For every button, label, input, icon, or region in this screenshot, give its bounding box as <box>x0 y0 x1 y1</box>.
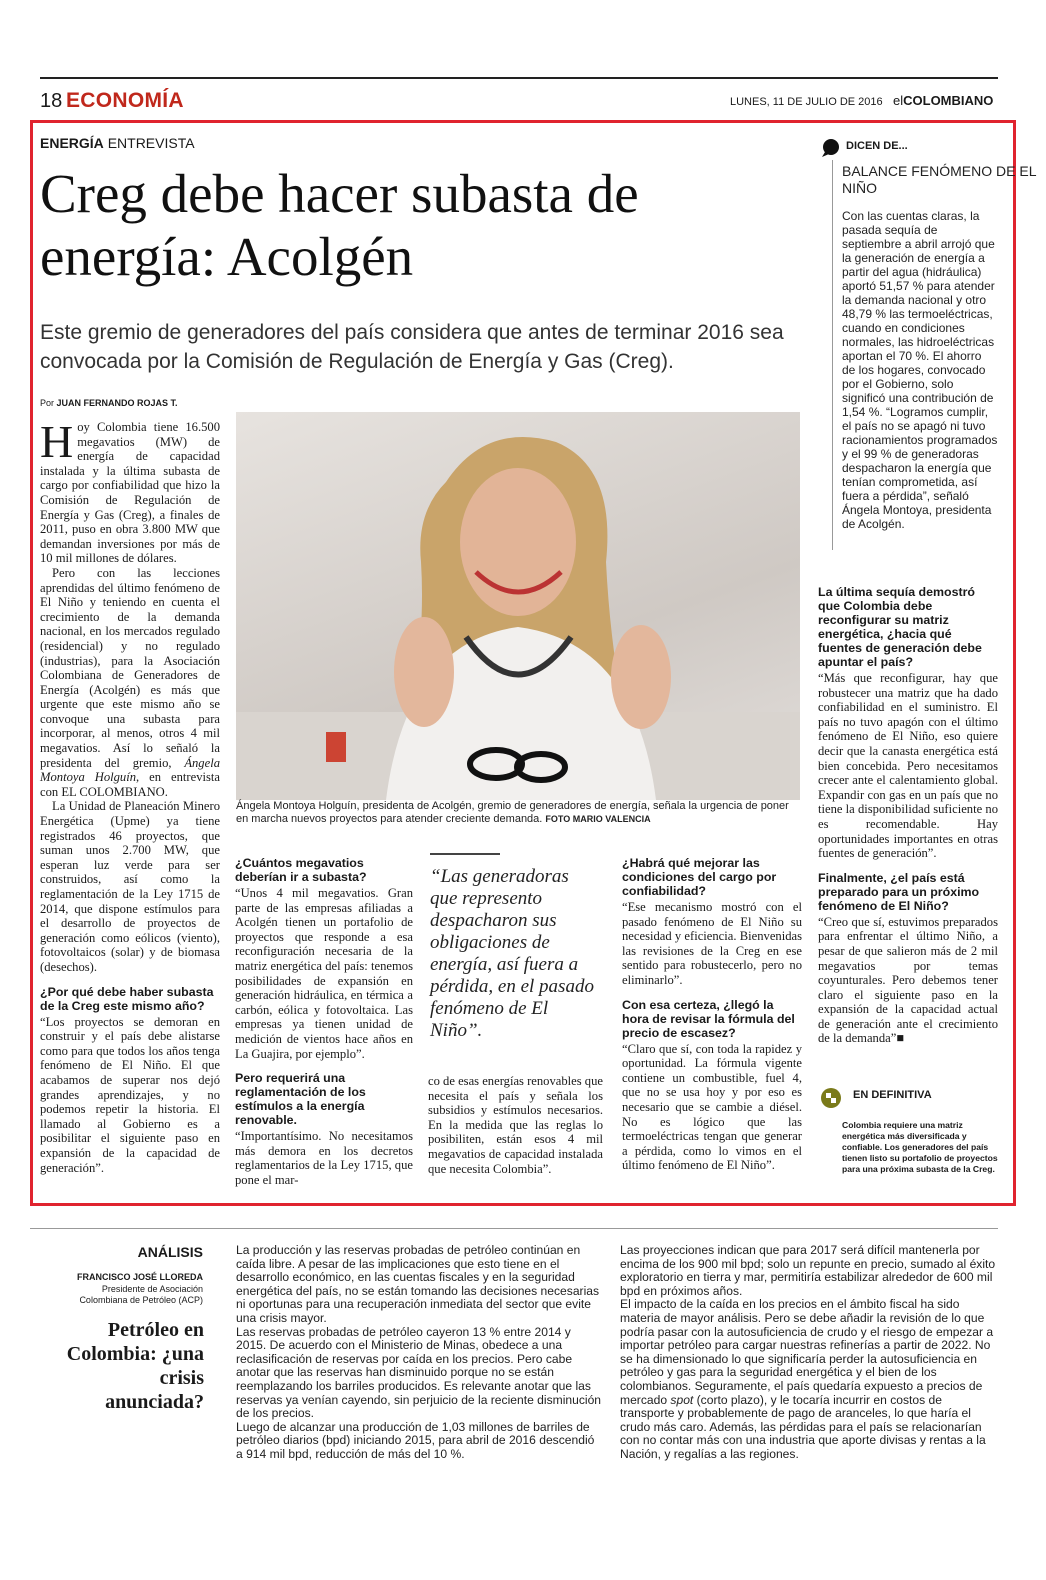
analysis-column-right: Las proyecciones indican que para 2017 será difícil mantenerla por encima de los 900 mil bpd; solo un repunte en precio, sumado al éxito exploratorio en tierra y mar, permitiría estabilizar alrededor de 600 mil bpd en próximos años. El impacto de la caída en los precios en el ámbito fiscal ha sido materia de mayor análisis. Pero se debe añadir la revisión de lo que podría pasar con la autosuficiencia de crudo y el riesgo de empezar a importar petróleo para cargar nuestras refinerías a partir de 2022. No se ha dimensionado lo que significaría perder la autosuficiencia en petróleo y gas para la seguridad energética y el bien de los colombianos. Seguramente, el país quedaría expuesto a precios de mercado spot (corto plazo), y le tocaría incurrir en costos de transporte y probablemente de pago de aranceles, lo que haría el crudo más caro. Además, las pérdidas para el país se relacionarían con no contar más con una industria que aporte divisas y rentas a la Nación, y regalías a las regiones. <box>620 1243 996 1461</box>
body-column-2: ¿Cuántos megavatios deberían ir a subasta? “Unos 4 mil megavatios. Gran parte de las empresas afiliadas a Acolgén tienen un portafolio de proyectos que responde a esa reconfiguración necesaria de la matriz energética del país: tenemos posibilidades de expansión en generación hidráulica, en térmica a carbón, eólica y fotovoltaica. Las empresas ya tienen unidad de medición de vientos hace años en La Guajira, por ejemplo”. Pero requerirá una reglamentación de los estímulos a la energía renovable. “Importantísimo. No necesitamos más demora en los decretos reglamentarios de la Ley 1715, que pone el mar- <box>235 856 413 1187</box>
conclusion-text: Colombia requiere una matriz energética más diversificada y confiable. Los generadores del país tienen listo su portafolio de proyectos para una próxima subasta de la Creg. <box>842 1120 998 1174</box>
question-heading: Pero requerirá una reglamentación de los estímulos a la energía renovable. <box>235 1071 366 1128</box>
checkered-icon <box>820 1087 842 1114</box>
issue-date: LUNES, 11 DE JULIO DE 2016 <box>730 96 883 108</box>
interviewee-name: Ángela Montoya Holguín <box>40 755 220 785</box>
question-heading: Finalmente, ¿el país está preparado para un próximo fenómeno de El Niño? <box>818 870 980 913</box>
conclusion-label: EN DEFINITIVA <box>853 1089 932 1101</box>
article-kicker: ENERGÍA ENTREVISTA <box>40 135 195 151</box>
question-heading: La última sequía demostró que Colombia debe reconfigurar su matriz energética, ¿hacia qué fuentes de generación debe apuntar el país? <box>818 585 982 669</box>
drop-cap: H <box>40 416 74 467</box>
body-column-1: Hoy Colombia tiene 16.500 megavatios (MW) de energía de capacidad instalada y la última subasta de cargo por confiabilidad que hizo la Comisión de Regulación de Energía y Gas (Creg), a finales de 2011, puso en obra 3.800 MW que demandan inversiones por más de 10 mil millones de dólares. Pero con las lecciones aprendidas del último fenómeno de El Niño y teniendo en cuenta el crecimiento de la demanda nacional, en los mercados regulado (residencial) y no regulado (industrias), para la Asociación Colombiana de Generadores de Energía (Acolgén) es más que urgente que este mismo año se convoque una subasta para incorporar, al menos, otros 4 mil megavatios. Así lo señaló la presidenta del gremio, Ángela Montoya Holguín, en entrevista con EL COLOMBIANO. La Unidad de Planeación Minero Energética (Upme) ya tiene registrados 46 proyectos, que suman unos 2.700 MW, que esperan luz verde para ser construidos, así como la reglamentación de la Ley 1715 de 2014, que dispone estímulos para el desarrollo de proyectos de generación como eólicos (viento), fotovoltaicos (solar) y de biomasa (desechos). ¿Por qué debe haber subasta de la Creg este mismo año? “Los proyectos se demoran en construir y el país debe alistarse como para que todos los años tenga fenómeno de El Niño. El que acabamos de superar nos dejó grandes aprendizajes, y no podemos repetir la historia. El llamado al Gobierno es a posibilitar el siguiente paso en expansión de la capacidad de generación”. <box>40 416 220 1175</box>
pull-quote-rule <box>430 853 500 855</box>
sidebar-text: Con las cuentas claras, la pasada sequía de septiembre a abril arrojó que la generación de energía a partir del agua (hidráulica) aportó 51,57 % para atender la demanda nacional y otro 48,79 % las termoeléctricas, cuando en condiciones normales, las hidroeléctricas aportan el 70 %. El ahorro de los hogares, convocado por el Gobierno, solo significó una contribución de 1,54 %. “Logramos cumplir, el país no se apagó ni tuvo racionamientos programados y el 99 % de generadoras despacharon la energía que tenían comprometida, así fuera a pérdida”, señaló Ángela Montoya, presidenta de Acolgén. <box>842 209 998 531</box>
body-column-4: ¿Habrá qué mejorar las condiciones del cargo por confiabilidad? “Ese mecanismo mostró con el pasado fenómeno de El Niño su necesidad y eficiencia. Bienvenidas las revisiones de la Creg en ese sentido para robustecerlo, pero no eliminarlo”. Con esa certeza, ¿llegó la hora de revisar la fórmula del precio de escasez? “Claro que sí, con toda la rapidez y oportunidad. La fórmula vigente contiene un combustible, fuel 4, que no se usa hoy y por eso es necesario que se cambie a diésel. No es lógico que las termoeléctricas tengan que generar a pérdida, como lo vimos en el último fenómeno de El Niño”. <box>622 856 802 1173</box>
body-column-3: co de esas energías renovables que necesita el país y señala los subsidios y estímulos necesarios. En la medida que las reglas lo posibiliten, están esos 4 mil megavatios de capacidad instalada que necesita Colombia”. <box>428 1074 603 1176</box>
byline: Por JUAN FERNANDO ROJAS T. <box>40 398 178 408</box>
sidebar-title: BALANCE FENÓMENO DE EL NIÑO <box>842 163 1036 196</box>
interview-photo <box>236 412 800 800</box>
analysis-column-left: La producción y las reservas probadas de petróleo continúan en caída libre. A pesar de las implicaciones que esto tiene en el desarrollo económico, en las cuentas fiscales y en la seguridad energética del país, no se están tomando las decisiones necesarias ni oportunas para una recuperación inmediata del sector que evite una crisis mayor. Las reservas probadas de petróleo cayeron 13 % entre 2014 y 2015. De acuerdo con el Ministerio de Minas, obedece a una reclasificación de reservas por caída en los precios. Pero cabe anotar que las reservas han disminuido porque no se están reemplazando los barriles producidos. Es relevante anotar que las reservas ya venían cayendo, sin perjuicio de la reciente disminución de los precios. Luego de alcanzar una producción de 1,03 millones de barriles de petróleo diarios (bpd) iniciando 2015, para abril de 2016 descendió a 914 mil bpd, reducción de más del 10 %. <box>236 1243 602 1461</box>
analysis-author: FRANCISCO JOSÉ LLOREDA <box>76 1272 203 1282</box>
sidebar-label: DICEN DE... <box>846 140 908 152</box>
photo-caption: Ángela Montoya Holguín, presidenta de Acolgén, gremio de generadores de energía, señala la urgencia de poner en marcha nuevos proyectos para atender creciente demanda. FOTO MARIO VALENCIA <box>236 800 789 825</box>
analysis-author-role: Presidente de Asociación Colombiana de Petróleo (ACP) <box>79 1284 203 1305</box>
analysis-headline: Petróleo en Colombia: ¿una crisis anunciada? <box>66 1319 204 1413</box>
pull-quote: “Las generadoras que represento despacharon sus obligaciones de energía, así fuera a pérdida, en el pasado fenómeno de El Niño”. <box>430 866 594 1041</box>
article-dek: Este gremio de generadores del país considera que antes de terminar 2016 sea convocada por la Comisión de Regulación de Energía y Gas (Creg). <box>40 321 784 373</box>
top-rule <box>40 77 998 79</box>
article-headline: Creg debe hacer subasta de energía: Acolgén <box>40 163 639 287</box>
speech-bubble-icon <box>820 138 842 163</box>
portrait-illustration <box>236 412 800 800</box>
question-heading: ¿Cuántos megavatios deberían ir a subasta? <box>235 856 367 884</box>
question-heading: ¿Por qué debe haber subasta de la Creg este mismo año? <box>40 984 214 1013</box>
sidebar-rule <box>832 160 833 550</box>
section-name: ECONOMÍA <box>66 89 184 112</box>
question-heading: Con esa certeza, ¿llegó la hora de revisar la fórmula del precio de escasez? <box>622 997 795 1040</box>
photo-credit: FOTO MARIO VALENCIA <box>545 814 651 824</box>
end-mark-icon: ■ <box>896 1031 904 1046</box>
body-column-5: La última sequía demostró que Colombia debe reconfigurar su matriz energética, ¿hacia qué fuentes de generación debe apuntar el país? “Más que reconfigurar, hay que robustecer una matriz que ha dado confiabilidad en el suministro. El país no tuvo apagón con el último fenómeno de El Niño, eso quiere decir que la canasta energética está bien concebida. Pero necesitamos crecer ante el calentamiento global. Expandir con gas en un país que no tiene la disponibilidad suficiente no es recomendable. Hay oportunidades importantes en otras fuentes de generación”. Finalmente, ¿el país está preparado para un próximo fenómeno de El Niño? “Creo que sí, estuvimos preparados para enfrentar el último Niño, a pesar de que salieron más de 2 mil megavatios por temas coyunturales. Pero debemos tener claro el siguiente paso en la expansión de la capacidad actual de generación ante el crecimiento de la demanda”■ <box>818 585 998 1046</box>
question-heading: ¿Habrá qué mejorar las condiciones del cargo por confiabilidad? <box>622 856 777 898</box>
newspaper-name: elCOLOMBIANO <box>893 93 994 108</box>
section-divider <box>30 1228 998 1229</box>
page-number: 18 <box>40 90 63 112</box>
analysis-label: ANÁLISIS <box>137 1244 203 1260</box>
